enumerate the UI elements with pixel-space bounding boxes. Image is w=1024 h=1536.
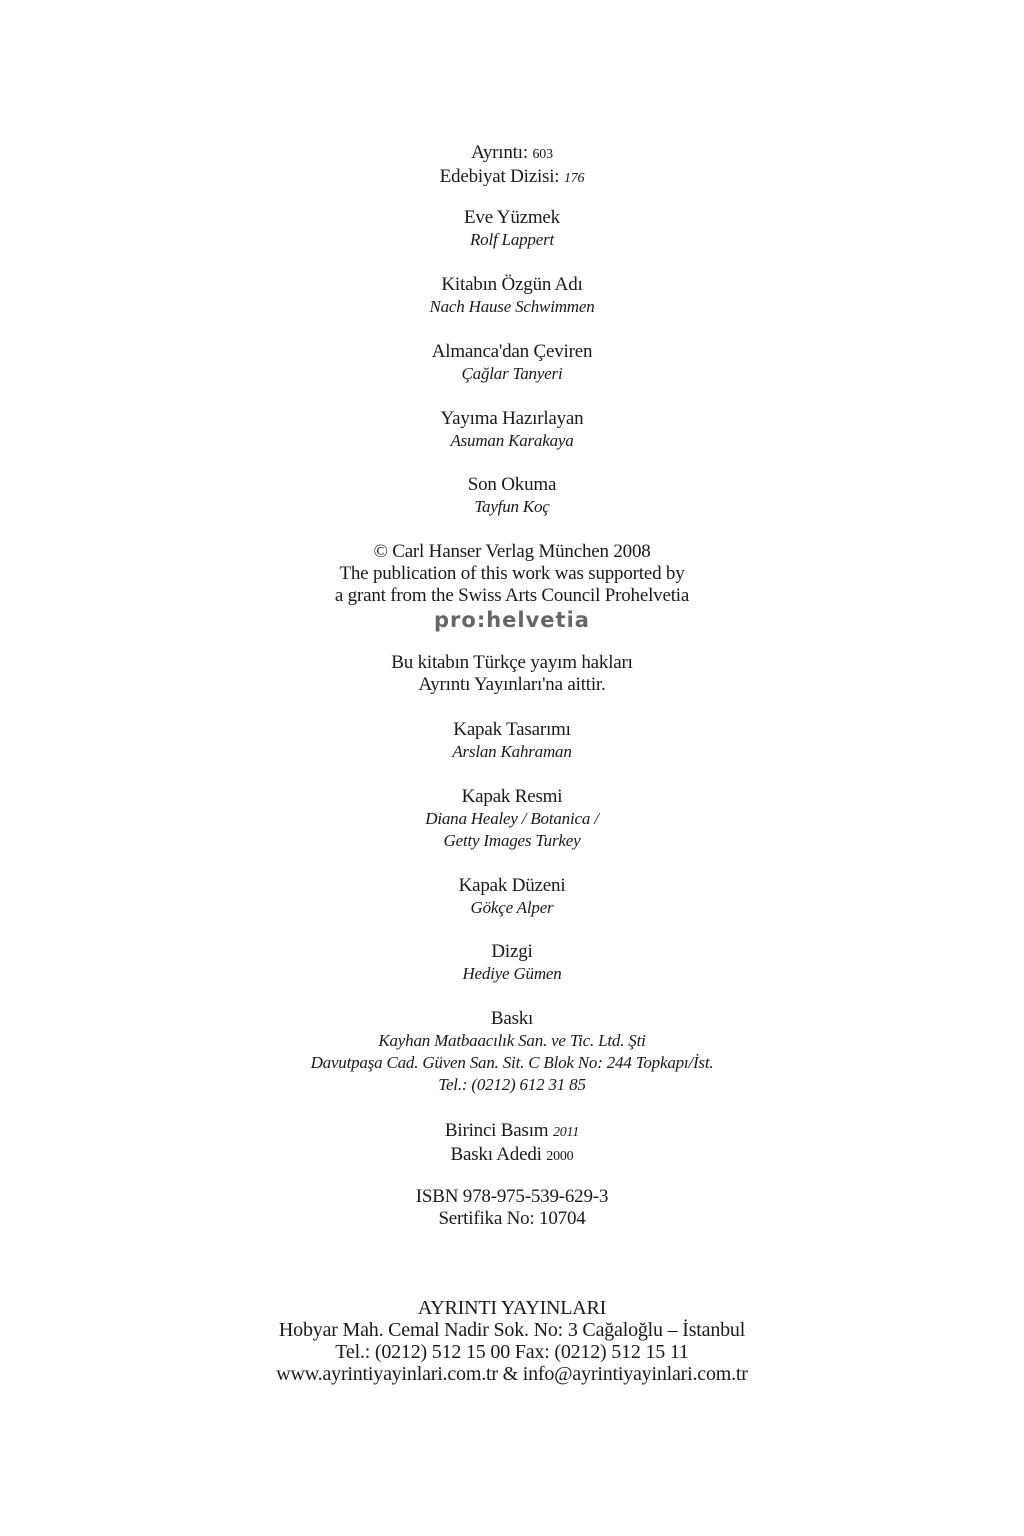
copyright-block bbox=[0, 541, 1024, 633]
editor-block bbox=[0, 408, 1024, 452]
cover-image-credit-2: Getty Images Turkey bbox=[443, 831, 581, 850]
cover-image-label: Kapak Resmi bbox=[461, 786, 563, 807]
series-info bbox=[0, 142, 1024, 190]
publisher-label: Ayrıntı: bbox=[471, 142, 528, 163]
prohelvetia-logo: pro:helvetia bbox=[434, 608, 590, 632]
publisher-phone: Tel.: (0212) 512 15 00 Fax: (0212) 512 15 11 bbox=[335, 1341, 689, 1363]
publisher-name: AYRINTI YAYINLARI bbox=[417, 1297, 607, 1319]
rights-line-1: Bu kitabın Türkçe yayım hakları bbox=[391, 652, 633, 673]
identifiers-block bbox=[0, 1186, 1024, 1230]
cover-layout-name: Gökçe Alper bbox=[470, 898, 554, 917]
support-line-1: The publication of this work was supported by bbox=[339, 563, 685, 584]
printing-block bbox=[0, 1008, 1024, 1096]
print-run-label: Baskı Adedi bbox=[450, 1144, 542, 1165]
proofreader-name: Tayfun Koç bbox=[474, 497, 550, 516]
cover-designer-name: Arslan Kahraman bbox=[452, 742, 572, 761]
publisher-number: 603 bbox=[532, 147, 553, 162]
series-label: Edebiyat Dizisi: bbox=[439, 166, 560, 187]
publisher-footer bbox=[0, 1297, 1024, 1385]
edition-block bbox=[0, 1120, 1024, 1168]
cover-image-block bbox=[0, 786, 1024, 852]
book-author: Rolf Lappert bbox=[469, 230, 555, 249]
certificate-number: Sertifika No: 10704 bbox=[438, 1208, 586, 1229]
publisher-web: www.ayrintiyayinlari.com.tr & info@ayrintiyayinlari.com.tr bbox=[276, 1363, 748, 1385]
first-edition-label: Birinci Basım bbox=[444, 1120, 549, 1141]
cover-design-label: Kapak Tasarımı bbox=[453, 719, 571, 740]
printing-label: Baskı bbox=[490, 1008, 534, 1029]
print-run-value: 2000 bbox=[546, 1149, 574, 1164]
book-title: Eve Yüzmek bbox=[464, 207, 560, 228]
book-title-block bbox=[0, 207, 1024, 251]
cover-image-credit-1: Diana Healey / Botanica / bbox=[425, 809, 599, 828]
original-title-block bbox=[0, 274, 1024, 318]
first-edition-year: 2011 bbox=[552, 1125, 580, 1140]
typesetting-label: Dizgi bbox=[491, 941, 533, 962]
series-number: 176 bbox=[563, 171, 585, 186]
translator-name: Çağlar Tanyeri bbox=[461, 364, 563, 383]
original-title-label: Kitabın Özgün Adı bbox=[441, 274, 583, 295]
rights-block bbox=[0, 652, 1024, 696]
publisher-number-line bbox=[0, 142, 1024, 166]
proofreading-block bbox=[0, 474, 1024, 518]
editor-label: Yayıma Hazırlayan bbox=[440, 408, 584, 429]
printer-address: Davutpaşa Cad. Güven San. Sit. C Blok No: 244 Topkapı/İst. bbox=[310, 1053, 714, 1072]
typesetting-block bbox=[0, 941, 1024, 985]
first-edition-line bbox=[0, 1120, 1024, 1144]
rights-line-2: Ayrıntı Yayınları'na aittir. bbox=[418, 674, 606, 695]
translator-label: Almanca'dan Çeviren bbox=[431, 341, 593, 362]
support-line-2: a grant from the Swiss Arts Council Prohelvetia bbox=[334, 585, 690, 606]
series-number-line bbox=[0, 166, 1024, 190]
print-run-line bbox=[0, 1144, 1024, 1168]
typesetter-name: Hediye Gümen bbox=[462, 964, 562, 983]
proofreading-label: Son Okuma bbox=[467, 474, 557, 495]
printer-name: Kayhan Matbaacılık San. ve Tic. Ltd. Şti bbox=[378, 1031, 646, 1050]
publisher-address: Hobyar Mah. Cemal Nadir Sok. No: 3 Cağaloğlu – İstanbul bbox=[278, 1319, 746, 1341]
isbn: ISBN 978-975-539-629-3 bbox=[415, 1186, 609, 1207]
printer-phone: Tel.: (0212) 612 31 85 bbox=[438, 1075, 586, 1094]
copyright-line: © Carl Hanser Verlag München 2008 bbox=[373, 541, 651, 562]
editor-name: Asuman Karakaya bbox=[450, 431, 574, 450]
translator-block bbox=[0, 341, 1024, 385]
cover-layout-label: Kapak Düzeni bbox=[458, 875, 566, 896]
original-title-value: Nach Hause Schwimmen bbox=[429, 297, 595, 316]
cover-design-block bbox=[0, 719, 1024, 763]
cover-layout-block bbox=[0, 875, 1024, 919]
